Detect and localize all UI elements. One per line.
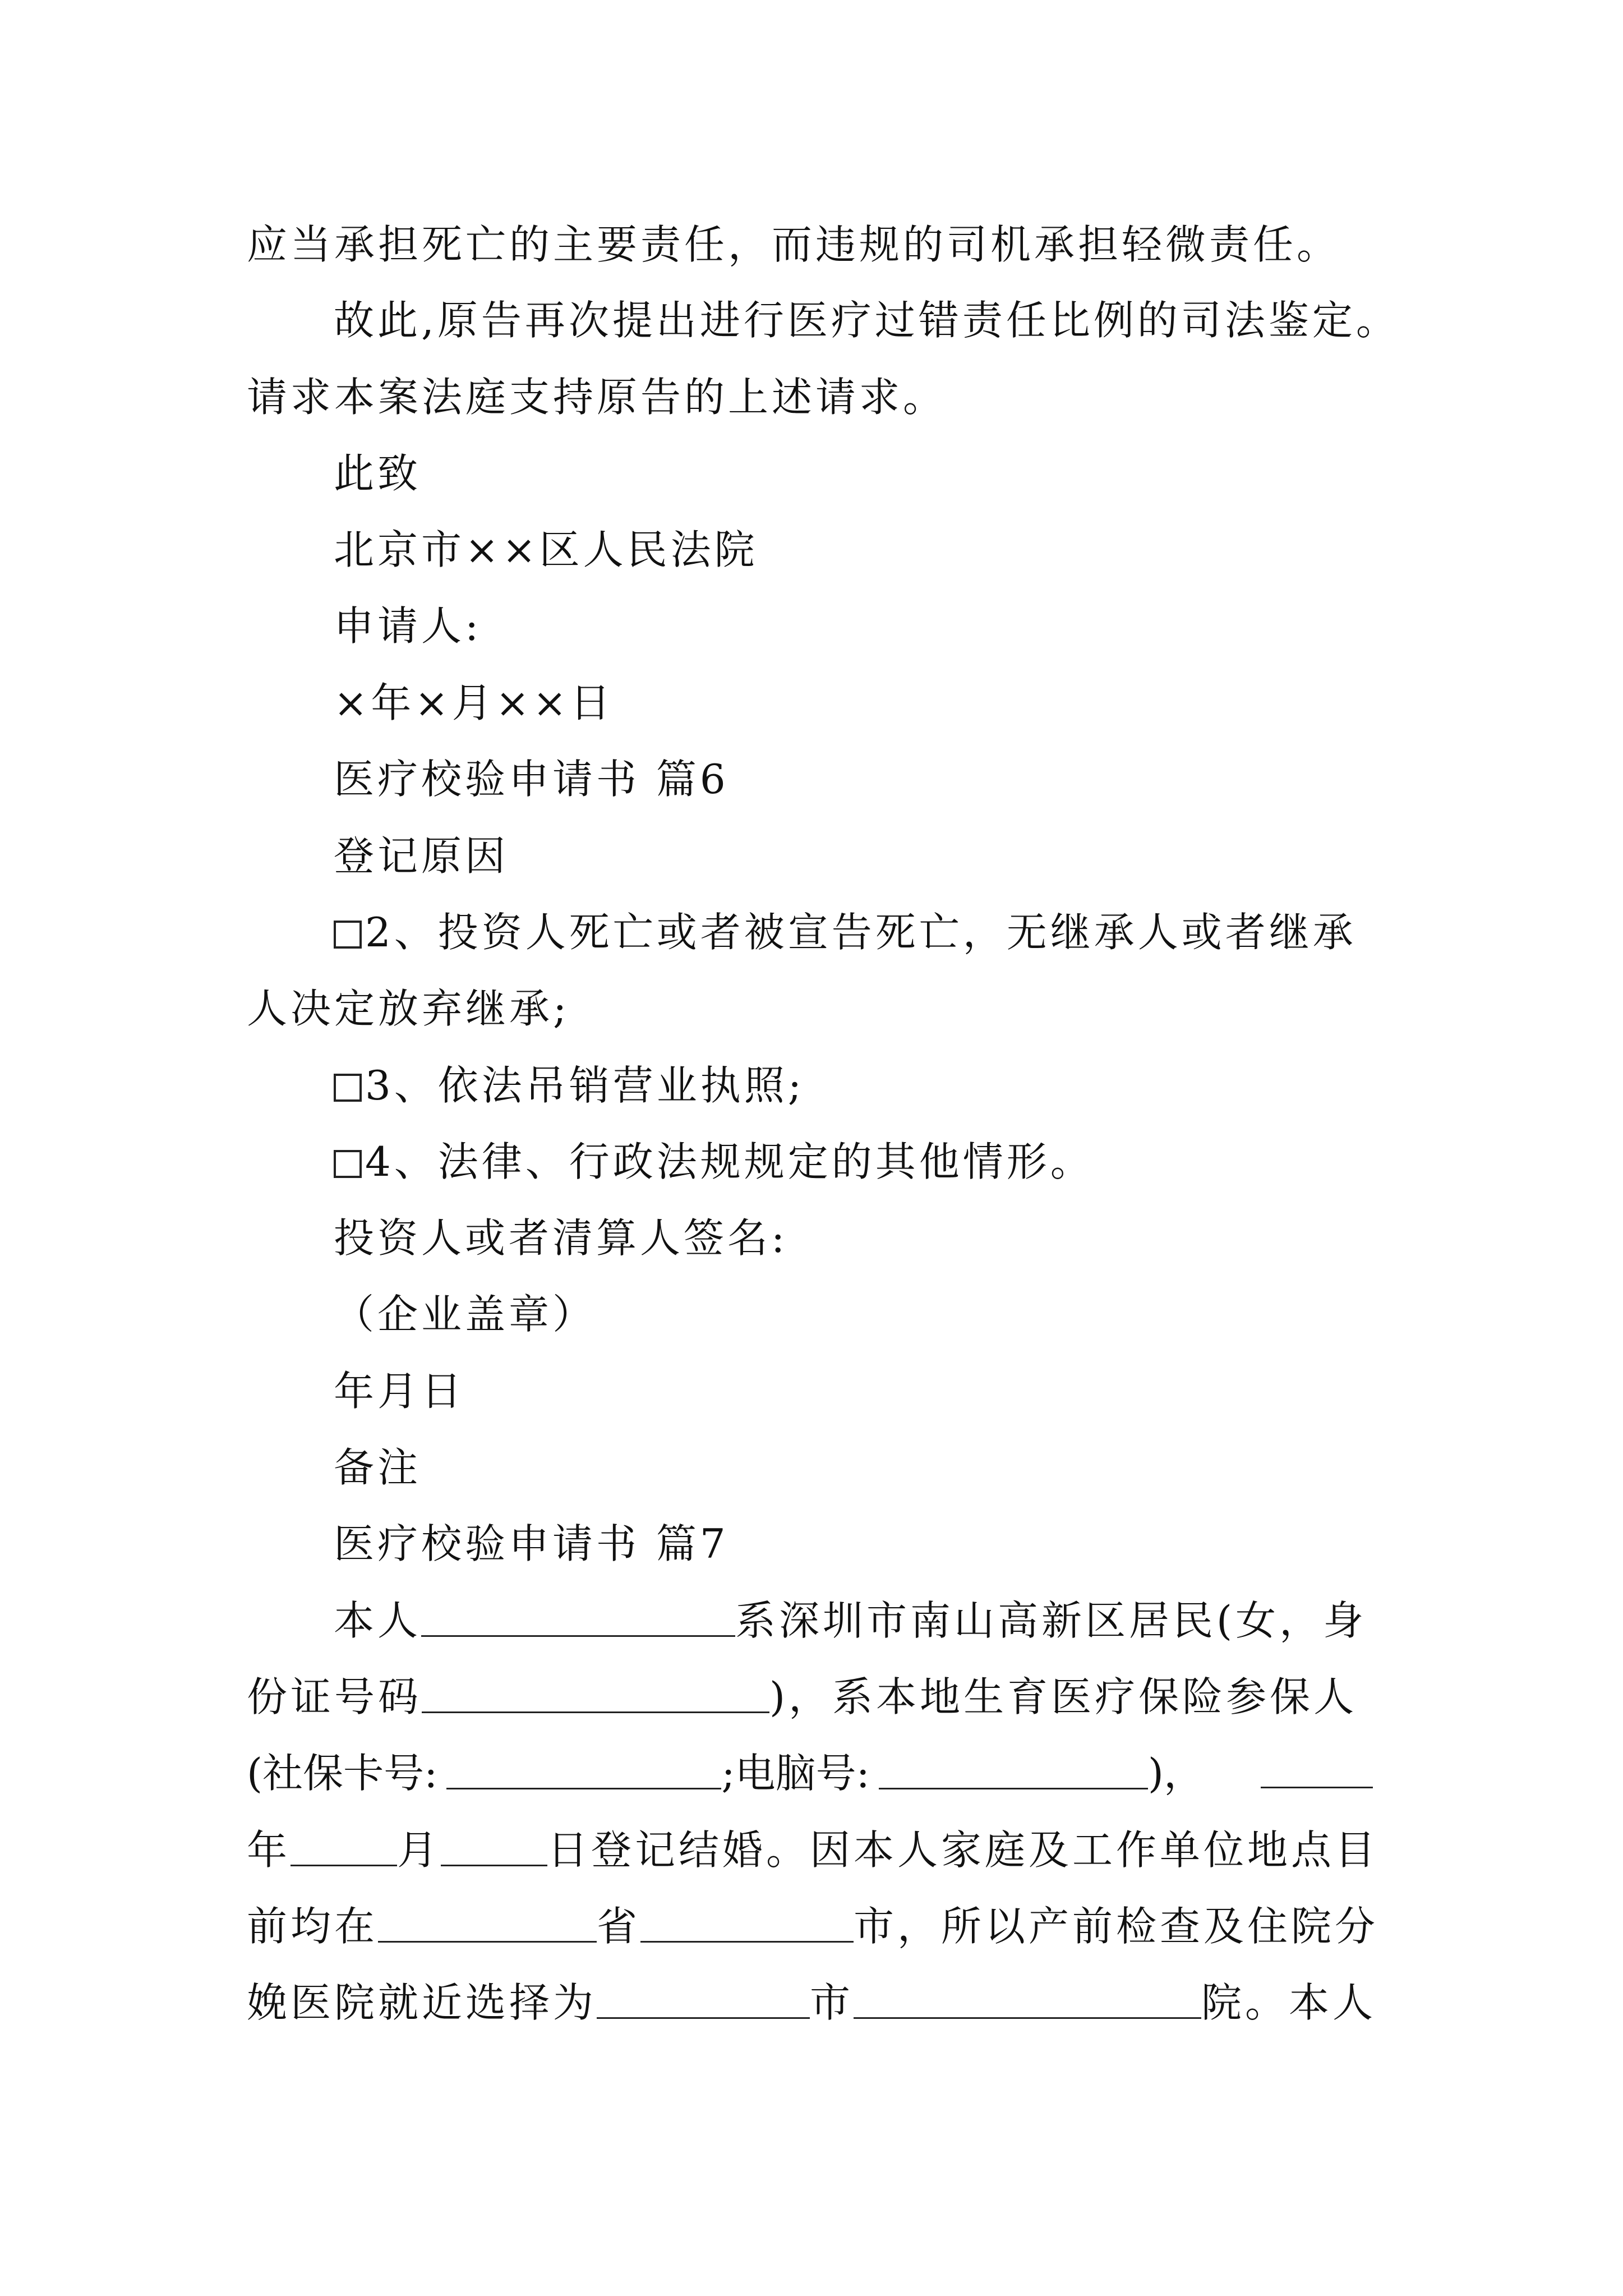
checkbox-item: 3、依法吊销营业执照; bbox=[334, 1065, 805, 1106]
form-line: 本人 系深圳市南山高新区居民(女，身 bbox=[334, 1597, 1367, 1644]
form-line: 娩医院就近选择为 市 院。本人 bbox=[247, 1979, 1377, 2026]
blank-field bbox=[854, 1984, 1201, 2019]
form-line: (社保卡号: ;电脑号: )， bbox=[247, 1753, 1373, 1793]
paragraph-line: 请求本案法庭支持原告的上述请求。 bbox=[247, 374, 947, 421]
checkbox-icon bbox=[334, 921, 362, 949]
remarks-label: 备注 bbox=[334, 1444, 422, 1491]
checkbox-icon bbox=[334, 1074, 362, 1102]
salutation: 此致 bbox=[334, 450, 422, 497]
blank-field bbox=[597, 1984, 810, 2019]
blank-field bbox=[291, 1831, 397, 1866]
blank-field bbox=[446, 1754, 721, 1789]
blank-field bbox=[378, 1907, 597, 1943]
paragraph-line: 应当承担死亡的主要责任，而违规的司机承担轻微责任。 bbox=[247, 221, 1341, 268]
section-heading: 医疗校验申请书 篇6 bbox=[334, 756, 729, 803]
court-name: 北京市××区人民法院 bbox=[334, 526, 758, 573]
seal-label: （企业盖章） bbox=[334, 1291, 597, 1338]
blank-field bbox=[441, 1831, 547, 1866]
section-heading: 医疗校验申请书 篇7 bbox=[334, 1520, 729, 1567]
blank-field bbox=[879, 1754, 1148, 1789]
applicant-label: 申请人: bbox=[334, 602, 482, 650]
form-line: 年 月 日登记结婚。因本人家庭及工作单位地点目 bbox=[247, 1826, 1379, 1874]
subheading: 登记原因 bbox=[334, 832, 509, 880]
checkbox-icon bbox=[334, 1150, 362, 1178]
paragraph-line: 故此,原告再次提出进行医疗过错责任比例的司法鉴定。 bbox=[334, 297, 1400, 344]
signature-label: 投资人或者清算人签名: bbox=[334, 1214, 789, 1262]
form-line: 前均在 省 市，所以产前检查及住院分 bbox=[247, 1903, 1379, 1950]
blank-field bbox=[1261, 1753, 1373, 1788]
blank-field bbox=[640, 1907, 854, 1943]
blank-field bbox=[421, 1602, 735, 1637]
paragraph-line: 人决定放弃继承; bbox=[247, 985, 570, 1032]
checkbox-item: 4、法律、行政法规规定的其他情形。 bbox=[334, 1142, 1094, 1182]
form-line: 份证号码 )，系本地生育医疗保险参保人 bbox=[247, 1673, 1358, 1720]
date-line: ×年×月××日 bbox=[334, 679, 614, 726]
checkbox-item: 2、投资人死亡或者被宣告死亡，无继承人或者继承 bbox=[334, 912, 1357, 953]
blank-field bbox=[422, 1678, 769, 1713]
date-line: 年月日 bbox=[334, 1368, 465, 1415]
